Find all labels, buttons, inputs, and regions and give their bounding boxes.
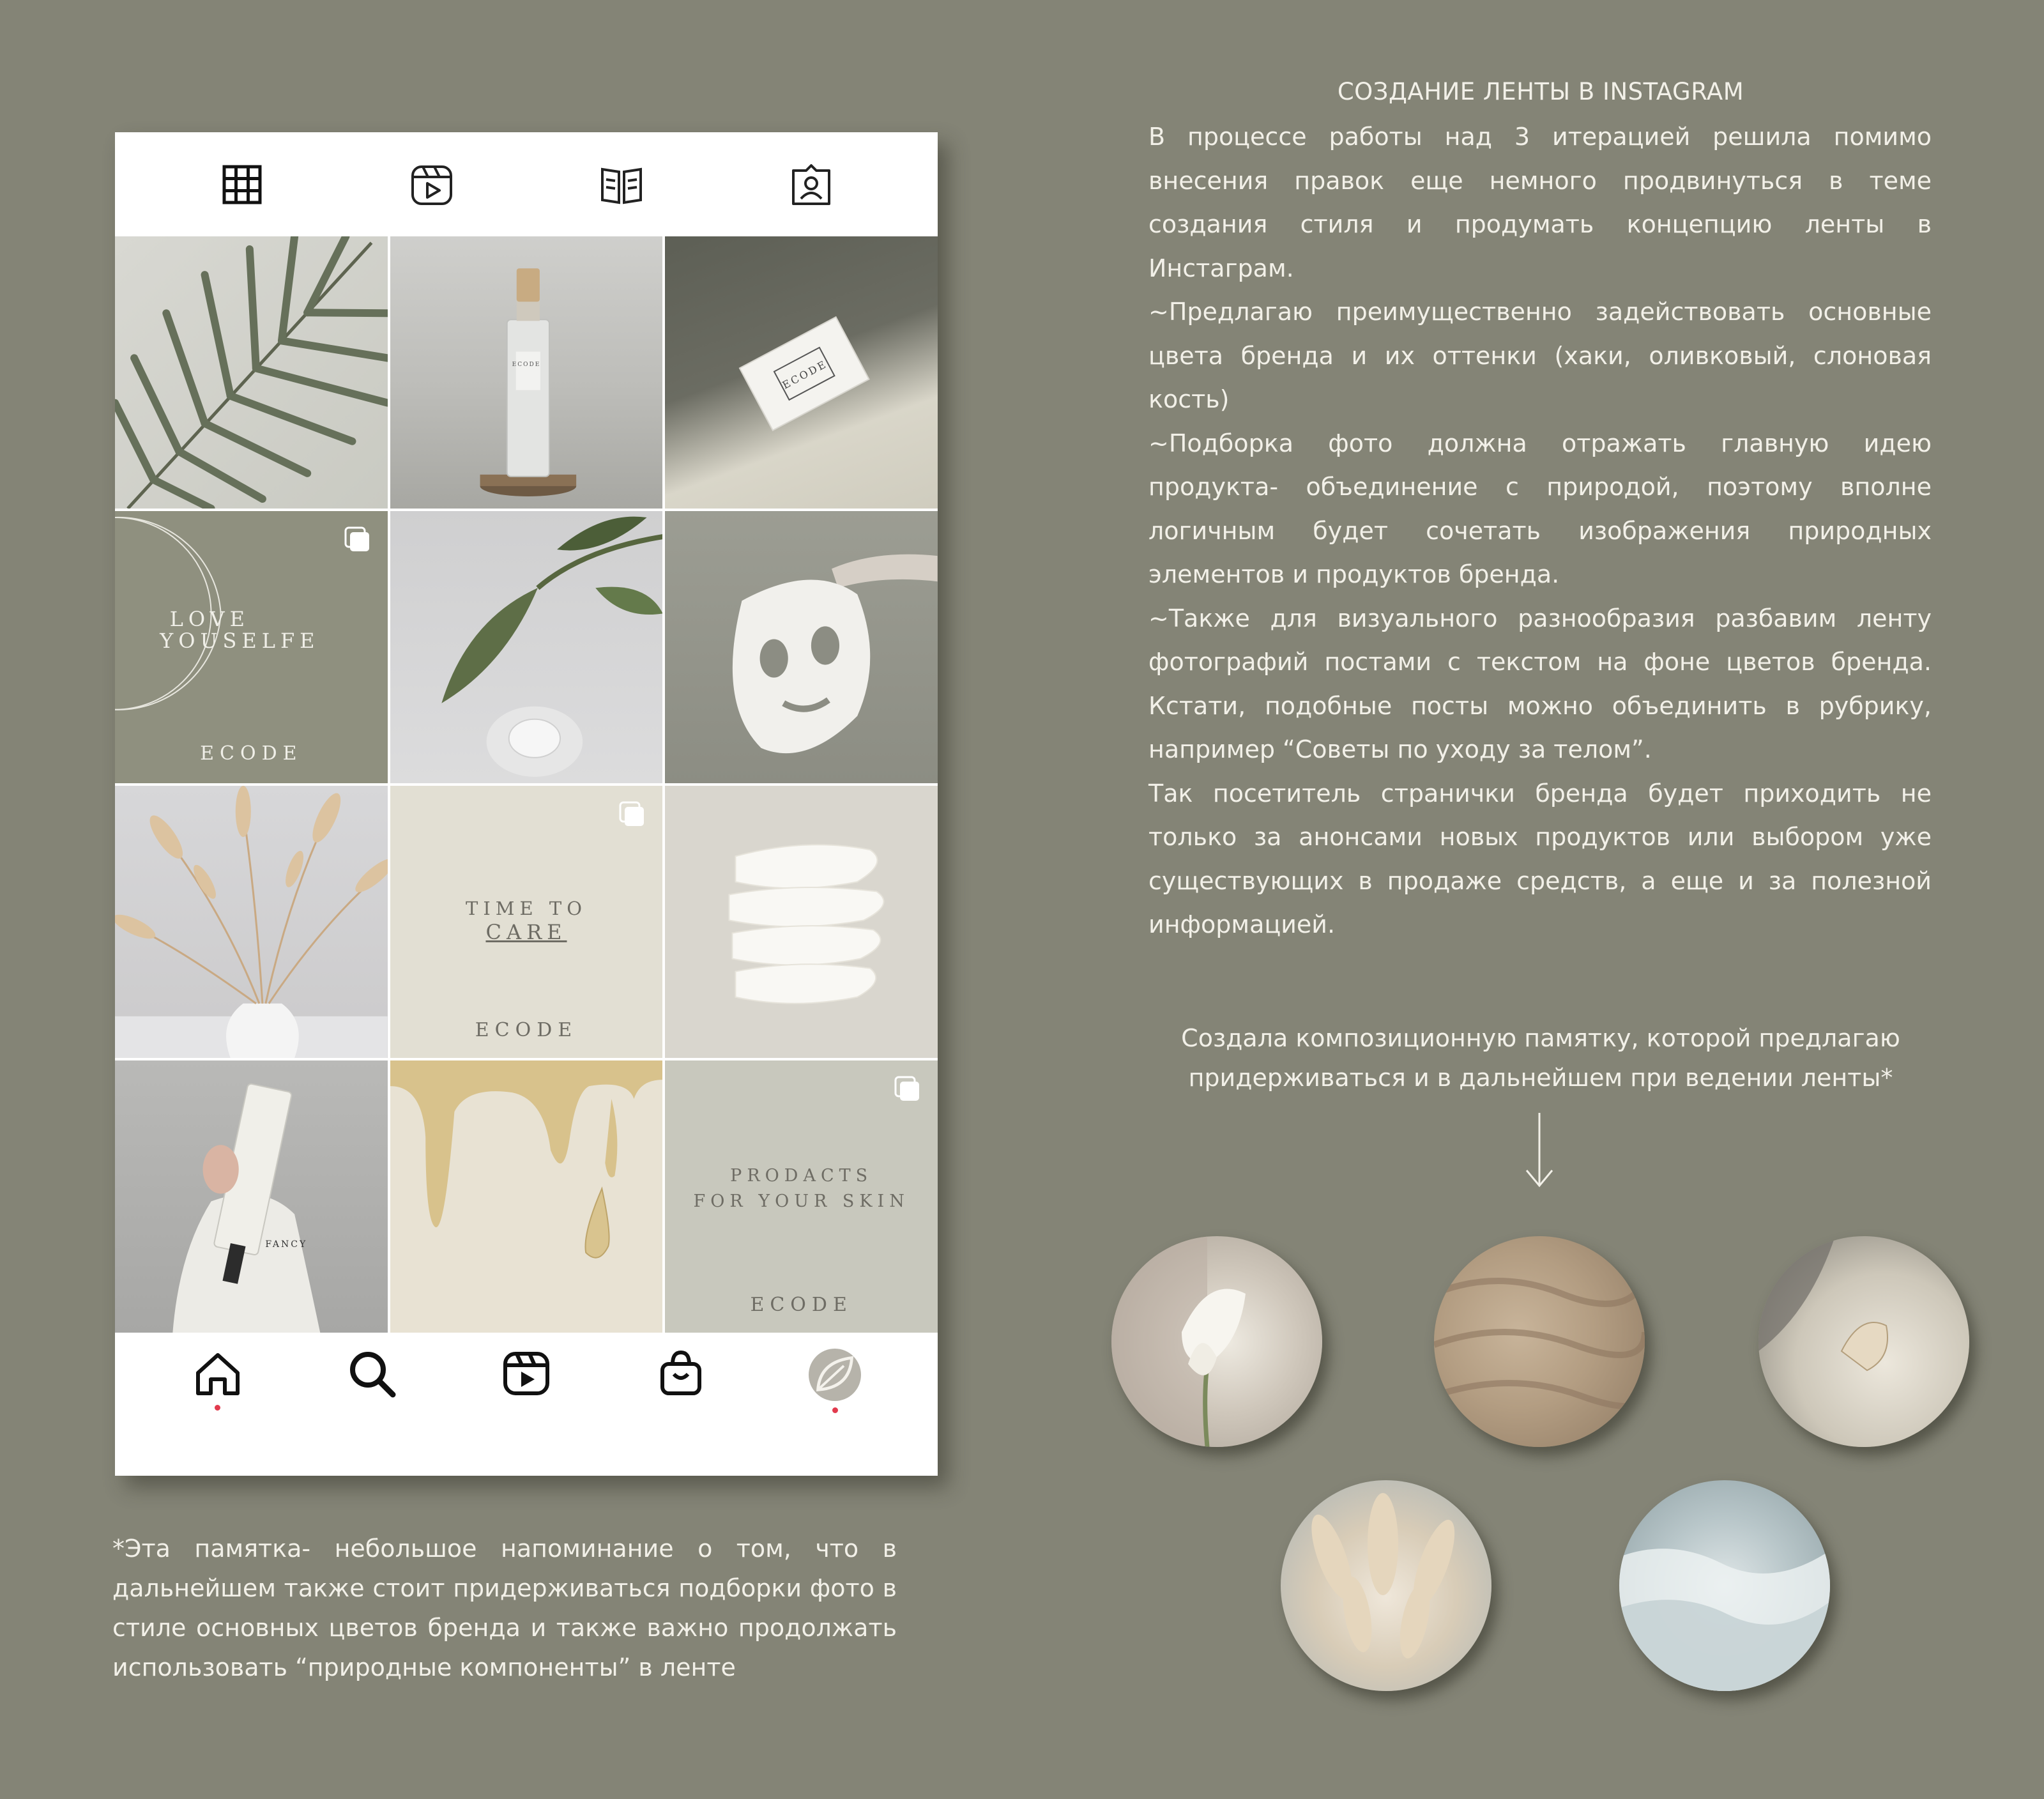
nav-search[interactable] xyxy=(343,1349,400,1419)
post-serum-bottle[interactable] xyxy=(390,236,663,509)
carousel-icon xyxy=(618,800,647,829)
page-title: СОЗДАНИЕ ЛЕНТЫ В INSTAGRAM xyxy=(1337,78,1744,105)
post-lily-bud[interactable] xyxy=(390,511,663,783)
arrow-down-icon xyxy=(1520,1113,1559,1190)
leaf-icon xyxy=(810,1350,860,1400)
profile-avatar xyxy=(809,1349,861,1401)
instagram-phone-mockup xyxy=(115,132,938,1476)
nav-profile[interactable] xyxy=(806,1349,864,1419)
bottle-label: ECODE xyxy=(512,362,541,368)
mood-circle-seashell xyxy=(1758,1236,1969,1447)
post-palm-leaf[interactable] xyxy=(115,236,388,509)
grid-icon[interactable] xyxy=(219,162,265,208)
guide-icon[interactable] xyxy=(599,162,644,208)
post-face-mask[interactable] xyxy=(665,511,938,783)
prodacts-line2: FOR YOUR SKIN xyxy=(693,1191,910,1211)
carousel-icon xyxy=(343,525,372,555)
post-prodacts[interactable] xyxy=(665,1060,938,1333)
svg-text:ECODE: ECODE xyxy=(780,357,830,392)
love-line1: LOVE xyxy=(169,607,250,631)
paragraph-visitor: Так посетитель странички бренда будет приходить не только за анонсами новых продуктов или выбором уже существующих в продаже средств, а еще и за полезной информацией. xyxy=(1148,779,1932,938)
paragraph-text-posts: ~Также для визуального разнообразия разбавим ленту фотографий постами с текстом на фоне цветов бренда. Кстати, подобные посты можно объединить в рубрику, например “Советы по уходу за телом”. xyxy=(1148,604,1932,763)
memo-caption xyxy=(1150,1018,1932,1098)
post-pampas-vase[interactable] xyxy=(115,786,388,1058)
memo-line2: придерживаться и в дальнейшем при ведении ленты* xyxy=(1188,1064,1893,1092)
nav-home[interactable] xyxy=(189,1349,247,1419)
paragraph-intro: В процессе работы над 3 итерацией решила помимо внесения правок еще немного продвинуться в теме создания стиля и продумать концепцию ленты в Инстаграм. xyxy=(1148,123,1932,282)
profile-tabs xyxy=(115,132,938,236)
post-time-to-care[interactable] xyxy=(390,786,663,1058)
memo-line1: Создала композиционную памятку, которой предлагаю xyxy=(1181,1024,1900,1052)
tube-label: FANCY xyxy=(265,1239,308,1250)
home-icon xyxy=(193,1349,243,1398)
paragraph-photos: ~Подборка фото должна отражать главную идею продукта- объединение с природой, поэтому вполне логичным будет сочетать изображения природных элементов и продуктов бренда. xyxy=(1148,429,1932,588)
prodacts-brand: ECODE xyxy=(750,1294,853,1316)
post-cream-smear[interactable] xyxy=(665,786,938,1058)
footnote: *Эта памятка- небольшое напоминание о том, что в дальнейшем также стоит придерживаться подборки фото в стиле основных цветов бренда и также важно продолжать использовать “природные компоненты” в ленте xyxy=(112,1535,897,1681)
care-line1: TIME TO xyxy=(465,898,587,919)
description-body xyxy=(1148,115,1932,947)
carousel-icon xyxy=(893,1075,922,1104)
paragraph-colors: ~Предлагаю преимущественно задействовать основные цвета бренда и их оттенки (хаки, оливковый, слоновая кость) xyxy=(1148,298,1932,413)
reels-icon xyxy=(501,1349,551,1398)
shop-icon xyxy=(656,1349,706,1398)
notification-dot xyxy=(215,1405,220,1411)
search-icon xyxy=(347,1349,397,1398)
post-love-yourself[interactable] xyxy=(115,511,388,783)
mood-circle-sand xyxy=(1434,1236,1645,1447)
mood-circle-pampas xyxy=(1281,1480,1491,1691)
mood-circle-calla-lily xyxy=(1111,1236,1322,1447)
care-brand: ECODE xyxy=(475,1019,578,1041)
nav-reels[interactable] xyxy=(498,1349,555,1419)
love-brand: ECODE xyxy=(200,742,303,765)
love-line2: YOUSELFE xyxy=(160,629,320,653)
mood-circle-sea-waves xyxy=(1619,1480,1830,1691)
bottom-nav xyxy=(115,1333,938,1476)
post-honey-drips[interactable] xyxy=(390,1060,663,1333)
post-hand-cream[interactable] xyxy=(115,1060,388,1333)
notification-dot xyxy=(832,1407,838,1413)
prodacts-line1: PRODACTS xyxy=(730,1166,873,1186)
reels-icon[interactable] xyxy=(409,162,455,208)
nav-shop[interactable] xyxy=(652,1349,710,1419)
post-soap-box[interactable] xyxy=(665,236,938,509)
care-line2: CARE xyxy=(485,920,567,944)
post-grid xyxy=(115,236,938,1333)
tagged-icon[interactable] xyxy=(788,162,834,208)
